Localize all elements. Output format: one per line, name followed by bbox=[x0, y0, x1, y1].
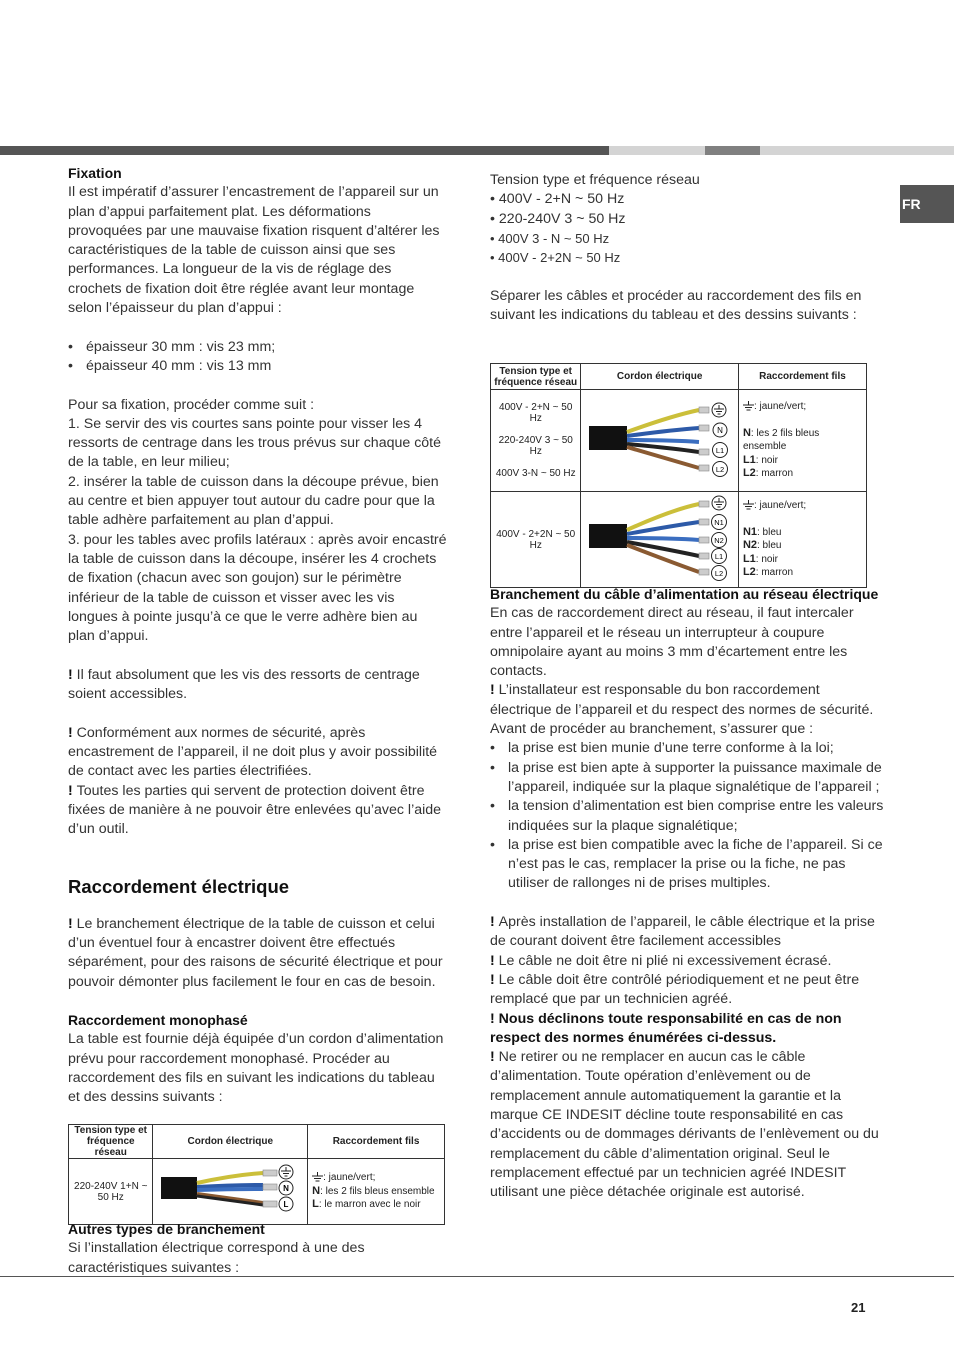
header-voltage-2: Tension type et fréquence réseau bbox=[491, 364, 581, 390]
row2-terminal-n2: N2 bbox=[714, 536, 725, 545]
earth-icon-3 bbox=[743, 500, 754, 510]
warning-bent: ! Le câble ne doit être ni plié ni excessivement écrasé. bbox=[490, 952, 832, 969]
terminal-l-label: L bbox=[283, 1200, 289, 1209]
row1-cord-diagram bbox=[581, 390, 739, 492]
row2-terminal-l2: L2 bbox=[715, 569, 724, 578]
before-text: Avant de procéder au branchement, s’assurer que : bbox=[490, 721, 814, 738]
other-types-text: Si l’installation électrique correspond à une des caractéristiques suivantes : bbox=[68, 1240, 365, 1276]
branch-heading: Branchement du câble d’alimentation au réseau électrique bbox=[490, 586, 879, 602]
row2-terminal-n1: N1 bbox=[714, 518, 725, 527]
voltage-2: • 220-240V 3 ~ 50 Hz bbox=[490, 210, 626, 227]
top-bar-light-2 bbox=[760, 146, 954, 155]
header-cord: Cordon électrique bbox=[153, 1125, 308, 1159]
header-cord-2: Cordon électrique bbox=[581, 364, 739, 390]
check-1: • la prise est bien munie d’une terre conforme à la loi; bbox=[490, 739, 885, 758]
warning-electrified: ! Conformément aux normes de sécurité, après encastrement de l’appareil, il ne doit plus y avoir possibilité de contact avec les parties électrifiées. bbox=[68, 724, 438, 780]
fixation-paragraph: Il est impératif d’assurer l’encastrement de l’appareil sur un plan d’appui parfaitement plat. Les déformations provoquées par une mauvaise fixation risquent d’altérer les caractéristiques de la table de cuisson ainsi que ses performances. La longueur de la vis de réglage des crochets de fixation doit être réglée avant leur montage selon l’épaisseur du plan d’appui : bbox=[68, 184, 440, 317]
branch-text: En cas de raccordement direct au réseau, il faut intercaler entre l’appareil et le réseau un interrupteur à coupure omnipolaire ayant au moins 3 mm d’écartement entre les contacts. bbox=[490, 605, 854, 680]
earth-icon-2 bbox=[743, 401, 754, 411]
step-2: 2. insérer la table de cuisson dans la découpe prévue, bien au centre et bien appuyer tout autour du cadre pour que la table adhère parfaitement au plan d’appui. bbox=[68, 473, 439, 529]
fixation-heading: Fixation bbox=[68, 165, 122, 181]
top-bar-dark bbox=[0, 146, 609, 155]
step-1: 1. Se servir des vis courtes sans pointe pour visser les 4 ressorts de centrage dans les trous prévus sur chaque côté de la table, en leur milieu; bbox=[68, 415, 442, 471]
left-column bbox=[68, 164, 448, 1108]
multiphase-table bbox=[490, 363, 867, 588]
screw-bullet-2: • épaisseur 40 mm : vis 13 mm bbox=[68, 357, 448, 376]
earth-terminal-icon-3 bbox=[712, 496, 726, 510]
row1-terminal-l1: L1 bbox=[716, 446, 725, 455]
mono-wire-description: : jaune/vert; N: les 2 fils bleus ensemble L: le marron avec le noir bbox=[308, 1159, 445, 1225]
voltage-intro: Tension type et fréquence réseau bbox=[490, 172, 700, 188]
bottom-rule bbox=[0, 1276, 954, 1277]
row1-voltages: 400V - 2+N ~ 50 Hz 220-240V 3 ~ 50 Hz 400V 3-N ~ 50 Hz bbox=[491, 390, 581, 492]
separate-text: Séparer les câbles et procéder au raccordement des fils en suivant les indications du tableau et des dessins suivants : bbox=[490, 287, 862, 324]
installer-warning: ! L’installateur est responsable du bon raccordement électrique de l’appareil et du respect des normes de sécurité. bbox=[490, 682, 874, 718]
earth-terminal-icon bbox=[279, 1165, 293, 1179]
monophase-text: La table est fournie déjà équipée d’un cordon d’alimentation prévu pour raccordement monophasé. Procéder au raccordement des fils en suivant les indications du tableau et des dessins suivants : bbox=[68, 1031, 444, 1106]
top-bar-mid bbox=[705, 146, 760, 155]
screw-bullet-1: • épaisseur 30 mm : vis 23 mm; bbox=[68, 338, 448, 357]
warning-accessible: ! Après installation de l’appareil, le câble électrique et la prise de courant doivent être facilement accessibles bbox=[490, 914, 875, 950]
voltage-4: • 400V - 2+2N ~ 50 Hz bbox=[490, 250, 621, 266]
warning-liability: ! Nous déclinons toute responsabilité en cas de non respect des normes énumérées ci-dessus. bbox=[490, 1010, 842, 1046]
header-wires: Raccordement fils bbox=[308, 1125, 445, 1159]
row2-terminal-l1: L1 bbox=[715, 552, 724, 561]
row1-terminal-n: N bbox=[717, 426, 724, 435]
warning-check: ! Le câble doit être contrôlé périodiquement et ne peut être remplacé que par un technicien agréé. bbox=[490, 971, 860, 1008]
right-column-bottom bbox=[490, 585, 885, 1203]
row2-wire-description: : jaune/vert; N1: bleu N2: bleu L1: noir L2: marron bbox=[738, 492, 866, 588]
earth-terminal-icon-2 bbox=[712, 403, 726, 417]
terminal-n-label: N bbox=[283, 1184, 290, 1193]
earth-icon bbox=[312, 1172, 323, 1182]
step-3: 3. pour les tables avec profils latéraux : après avoir encastré la table de cuisson dans la découpe, insérer les 4 crochets de fixation (chacun avec son goujon) sur le périmètre inférieur de la table de cuisson et visser avec les vis longues à pointe jusqu’à ce que le verre adhère bien au plan d’appui. bbox=[68, 531, 447, 645]
steps-intro: Pour sa fixation, procéder comme suit : bbox=[68, 396, 315, 413]
electrical-warning: ! Le branchement électrique de la table de cuisson et celui d’un éventuel four à encastrer doivent être effectués séparément, pour des raisons de sécurité électrique et pour pouvoir démonter plus facilement le four en cas de besoin. bbox=[68, 915, 443, 990]
other-types-heading: Autres types de branchement bbox=[68, 1221, 265, 1237]
voltage-1: • 400V - 2+N ~ 50 Hz bbox=[490, 191, 625, 208]
language-tab: FR bbox=[900, 185, 954, 223]
row2-cord-diagram bbox=[581, 492, 739, 588]
check-3: • la tension d’alimentation est bien comprise entre les valeurs indiquées sur la plaque signalétique; bbox=[490, 797, 885, 836]
mono-voltage: 220-240V 1+N ~ 50 Hz bbox=[69, 1159, 153, 1225]
header-wires-2: Raccordement fils bbox=[738, 364, 866, 390]
row2-voltage: 400V - 2+2N ~ 50 Hz bbox=[491, 492, 581, 588]
monophase-table bbox=[68, 1124, 445, 1225]
warning-replace: ! Ne retirer ou ne remplacer en aucun cas le câble d’alimentation. Toute opération d’enlèvement ou de remplacement annule automatiquement la garantie et la marque CE INDESIT décline toute responsabilité en cas d’accidents ou de dommages dérivants de l’enlèvement ou du remplacement du câble d’alimentation original. Seul le remplacement effectué par un technicien agréé INDESIT utilisant une pièce détachée originale est autorisé. bbox=[490, 1049, 879, 1201]
top-bar-light-1 bbox=[609, 146, 705, 155]
row1-wire-description: : jaune/vert; N: les 2 fils bleus ensemble L1: noir L2: marron bbox=[738, 390, 866, 492]
monophase-heading: Raccordement monophasé bbox=[68, 1012, 248, 1029]
top-color-bar bbox=[0, 146, 954, 155]
page-number: 21 bbox=[851, 1300, 866, 1315]
warning-protection: ! Toutes les parties qui servent de protection doivent être fixées de manière à ne pouvoir être enlevées qu’avec l’aide d’un outil. bbox=[68, 782, 442, 838]
electrical-heading: Raccordement électrique bbox=[68, 875, 290, 897]
check-4: • la prise est bien compatible avec la fiche de l’appareil. Si ce n’est pas le cas, remplacer la prise ou la fiche, ne pas utiliser de rallonges ni de prises multiples. bbox=[490, 836, 885, 894]
check-2: • la prise est bien apte à supporter la puissance maximale de l’appareil, indiquée sur la plaque signalétique de l’appareil ; bbox=[490, 759, 885, 798]
header-voltage: Tension type et fréquence réseau bbox=[69, 1125, 153, 1159]
right-column-top bbox=[490, 171, 885, 325]
row1-terminal-l2: L2 bbox=[716, 465, 725, 474]
mono-cord-diagram bbox=[153, 1159, 308, 1225]
voltage-3: • 400V 3 - N ~ 50 Hz bbox=[490, 230, 610, 246]
other-types-section bbox=[68, 1220, 448, 1278]
warning-springs: ! Il faut absolument que les vis des ressorts de centrage soient accessibles. bbox=[68, 666, 420, 703]
